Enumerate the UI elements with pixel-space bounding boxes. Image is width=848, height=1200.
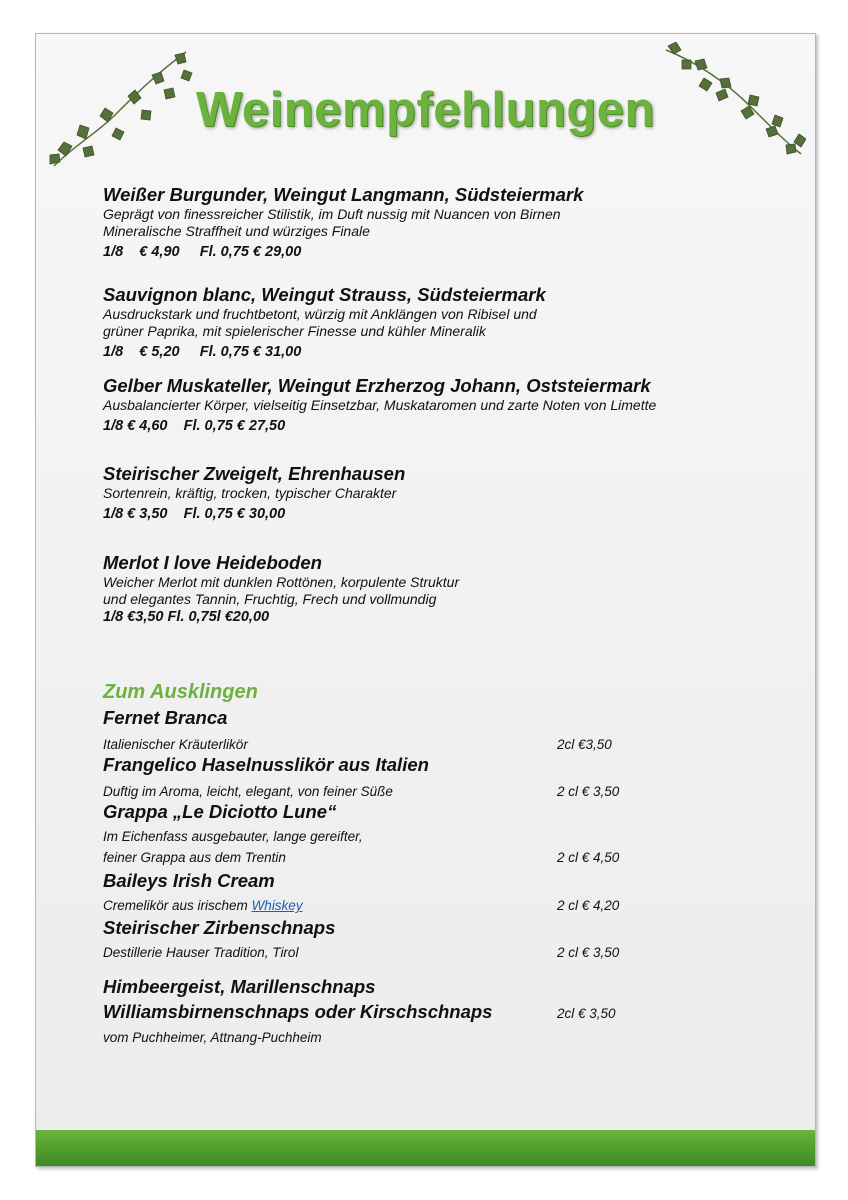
digestif-price: 2 cl € 3,50 <box>557 945 620 960</box>
digestif-entry <box>103 917 663 961</box>
wine-name: Steirischer Zweigelt, Ehrenhausen <box>103 463 406 484</box>
digestif-entry <box>103 870 663 914</box>
digestif-row <box>103 849 663 866</box>
digestif-price: 2cl € 3,50 <box>557 1006 616 1021</box>
section-title: Zum Ausklingen <box>103 681 258 703</box>
wine-description: Ausdruckstark und fruchtbetont, würzig mit Anklängen von Ribisel und <box>103 306 537 322</box>
wine-price: 1/8 € 3,50 Fl. 0,75 € 30,00 <box>103 506 286 522</box>
whiskey-link[interactable]: Whiskey <box>251 898 303 913</box>
digestif-name: Himbeergeist, Marillenschnaps <box>103 976 376 997</box>
wine-entry <box>103 184 583 261</box>
digestif-description: vom Puchheimer, Attnang-Puchheim <box>103 1030 322 1045</box>
digestif-row <box>103 828 663 845</box>
footer-bar <box>36 1130 815 1166</box>
wine-description: Geprägt von finessreicher Stilistik, im Duft nussig mit Nuancen von Birnen <box>103 206 561 222</box>
wine-entry <box>103 284 546 361</box>
digestif-name <box>103 1001 663 1023</box>
wine-entry <box>103 463 405 523</box>
wine-description: Weicher Merlot mit dunklen Rottönen, korpulente Struktur <box>103 574 460 590</box>
wine-description: Mineralische Straffheit und würziges Finale <box>103 223 370 239</box>
digestif-price: 2 cl € 3,50 <box>557 784 620 799</box>
digestif-name: Fernet Branca <box>103 707 228 728</box>
wine-price: 1/8 €3,50 Fl. 0,75l €20,00 <box>103 609 270 625</box>
wine-name: Gelber Muskateller, Weingut Erzherzog Johann, Oststeiermark <box>103 375 651 396</box>
digestif-name: Baileys Irish Cream <box>103 870 275 891</box>
wine-name: Merlot I love Heideboden <box>103 552 322 573</box>
wine-price: 1/8 € 4,90 Fl. 0,75 € 29,00 <box>103 244 302 260</box>
digestif-price: 2cl €3,50 <box>557 737 612 752</box>
digestif-name-line2: Williamsbirnenschnaps oder Kirschschnaps <box>103 1001 493 1022</box>
digestif-description: Destillerie Hauser Tradition, Tirol <box>103 945 299 960</box>
digestif-description: feiner Grappa aus dem Trentin <box>103 850 286 865</box>
digestif-entry <box>103 754 663 800</box>
digestif-description: Duftig im Aroma, leicht, elegant, von feiner Süße <box>103 784 393 799</box>
digestif-row <box>103 783 663 800</box>
digestif-row <box>103 897 663 914</box>
wine-description: grüner Paprika, mit spielerischer Finesse und kühler Mineralik <box>103 323 486 339</box>
digestif-description: Italienischer Kräuterlikör <box>103 737 248 752</box>
wine-entry <box>103 552 459 626</box>
digestif-entry <box>103 976 663 1046</box>
wine-price: 1/8 € 4,60 Fl. 0,75 € 27,50 <box>103 418 286 434</box>
wine-description: Sortenrein, kräftig, trocken, typischer Charakter <box>103 485 397 501</box>
digestif-name: Steirischer Zirbenschnaps <box>103 917 336 938</box>
wine-name: Sauvignon blanc, Weingut Strauss, Südsteiermark <box>103 284 546 305</box>
menu-page <box>35 33 816 1167</box>
digestif-row <box>103 736 663 753</box>
digestif-name: Grappa „Le Diciotto Lune“ <box>103 801 337 822</box>
digestif-price: 2 cl € 4,50 <box>557 850 620 865</box>
digestif-name: Frangelico Haselnusslikör aus Italien <box>103 754 429 775</box>
digestif-entry <box>103 707 663 753</box>
digestif-description: Im Eichenfass ausgebauter, lange gereifter, <box>103 829 363 844</box>
digestif-row <box>103 944 663 961</box>
wine-name: Weißer Burgunder, Weingut Langmann, Südsteiermark <box>103 184 584 205</box>
digestif-description: Cremelikör aus irischem <box>103 898 248 913</box>
digestif-entry <box>103 801 663 866</box>
page-title: Weinempfehlungen <box>195 83 655 137</box>
wine-price: 1/8 € 5,20 Fl. 0,75 € 31,00 <box>103 344 302 360</box>
digestif-row <box>103 1029 663 1046</box>
wine-entry <box>103 375 656 435</box>
digestif-price: 2 cl € 4,20 <box>557 898 620 913</box>
wine-description: und elegantes Tannin, Fruchtig, Frech und vollmundig <box>103 591 437 607</box>
wine-description: Ausbalancierter Körper, vielseitig Einsetzbar, Muskataromen und zarte Noten von Limette <box>103 397 657 413</box>
